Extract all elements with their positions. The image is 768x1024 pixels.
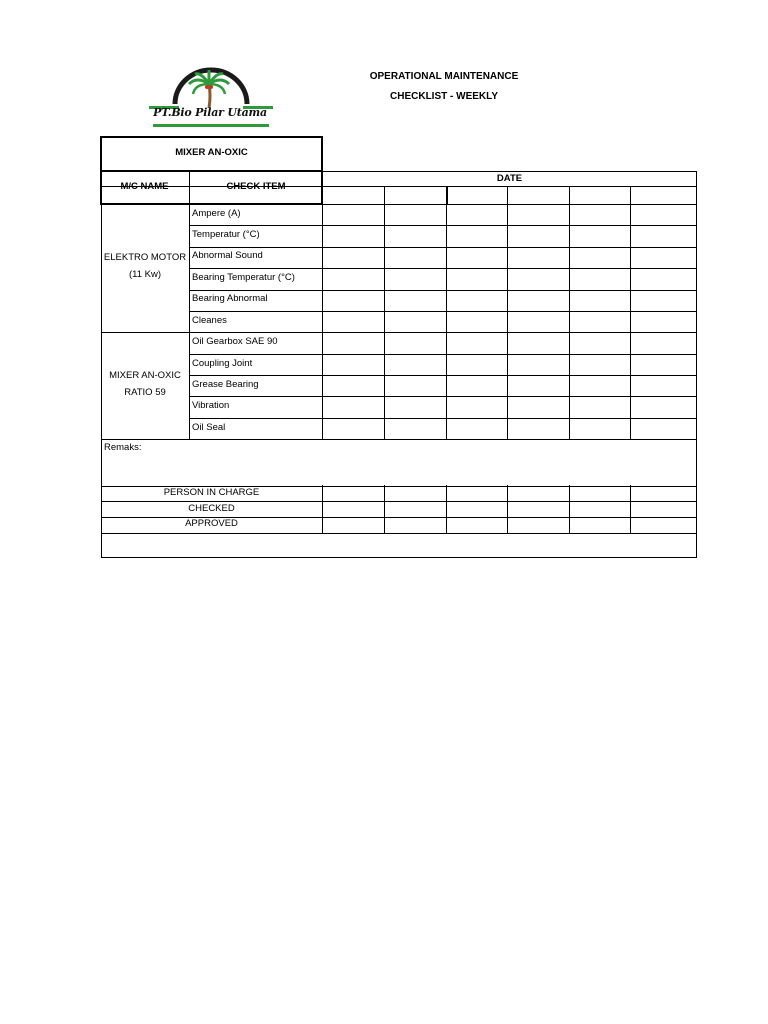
column-header-mc-name: M/C NAME bbox=[120, 181, 169, 192]
sign-row-approved: APPROVED bbox=[185, 518, 238, 529]
check-item-bearing-abnormal: Bearing Abnormal bbox=[192, 293, 268, 304]
column-header-date: DATE bbox=[496, 173, 523, 184]
document-title-line1: OPERATIONAL MAINTENANCE bbox=[369, 71, 519, 82]
machine-spec-mixer: RATIO 59 bbox=[124, 387, 166, 398]
sign-row-person-in-charge: PERSON IN CHARGE bbox=[163, 487, 260, 498]
document-title-line2: CHECKLIST - WEEKLY bbox=[390, 91, 498, 102]
check-item-ampere: Ampere (A) bbox=[192, 208, 241, 219]
check-item-coupling-joint: Coupling Joint bbox=[192, 358, 253, 369]
check-item-cleanes: Cleanes bbox=[192, 315, 227, 326]
machine-name-elektro-motor: ELEKTRO MOTOR bbox=[103, 252, 187, 263]
check-item-grease-bearing: Grease Bearing bbox=[192, 379, 259, 390]
check-item-temperatur: Temperatur (°C) bbox=[192, 229, 260, 240]
column-header-check-item: CHECK ITEM bbox=[226, 181, 286, 192]
equipment-name: MIXER AN-OXIC bbox=[175, 147, 248, 158]
check-item-oil-gearbox: Oil Gearbox SAE 90 bbox=[192, 336, 278, 347]
check-item-vibration: Vibration bbox=[192, 400, 230, 411]
company-name: PT.Bio Pilar Utama bbox=[153, 106, 267, 119]
machine-name-mixer: MIXER AN-OXIC bbox=[109, 370, 181, 381]
sign-row-checked: CHECKED bbox=[188, 503, 235, 514]
check-item-abnormal-sound: Abnormal Sound bbox=[192, 250, 263, 261]
remarks-label: Remaks: bbox=[104, 442, 142, 453]
check-item-oil-seal: Oil Seal bbox=[192, 422, 226, 433]
machine-spec-elektro-motor: (11 Kw) bbox=[128, 269, 162, 280]
check-item-bearing-temperatur: Bearing Temperatur (°C) bbox=[192, 272, 295, 283]
